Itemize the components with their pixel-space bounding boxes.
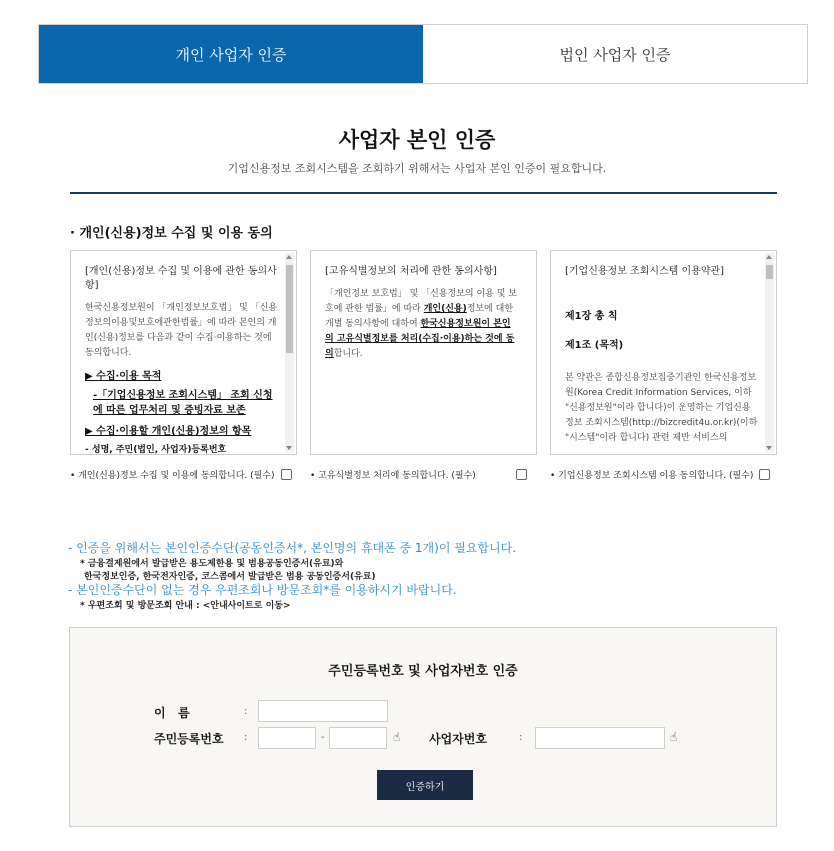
agree-label: • 개인(신용)정보 수집 및 이용에 동의합니다. (필수) [70, 471, 275, 481]
terms-article: 제1조 (목적) [565, 340, 624, 351]
biz-number-input[interactable] [535, 727, 665, 749]
terms-heading: [개인(신용)정보 수집 및 이용에 관한 동의사항] [85, 266, 277, 291]
colon: : [244, 706, 248, 717]
biz-number-label: 사업자번호 [429, 732, 487, 746]
terms-paragraph: 본 약관은 종합신용정보집중기관인 한국신용정보원(Korea Credit Information Services, 이하 "신용정보원"이라 합니다)이 운영하는 기업신용정보 조회시스템(http://bizcredit4u.or.kr)(이하 "시스템"이라 합니다) 관련 제반 서비스의 [565, 373, 758, 443]
tab-individual-business[interactable]: 개인 사업자 인증 [39, 25, 423, 83]
scrollbar[interactable] [285, 253, 294, 452]
scroll-up-icon[interactable] [286, 255, 292, 259]
hand-pointer-icon[interactable]: ☝ [393, 730, 401, 744]
page-title: 사업자 본인 인증 [338, 128, 496, 152]
terms-heading: [고유식별정보의 처리에 관한 동의사항] [325, 266, 497, 277]
terms-box-service-terms[interactable] [550, 250, 777, 455]
agree-personal-info-checkbox[interactable] [281, 469, 292, 480]
terms-chapter: 제1장 총 칙 [565, 311, 618, 322]
auth-panel [69, 627, 777, 827]
consent-section-title: · 개인(신용)정보 수집 및 이용 동의 [70, 226, 273, 241]
agree-service-terms-checkbox[interactable] [759, 469, 770, 480]
terms-paragraph: 「개인정보 보호법」 및 「신용정보의 이용 및 보호에 관한 법률」에 따라 개인(신용)정보에 대한 개별 동의사항에 대하여 한국신용정보원이 본인의 고유식별정보를 처리(수집·이용)하는 것에 동의합니다. [325, 289, 517, 359]
auth-panel-title: 주민등록번호 및 사업자번호 인증 [328, 664, 518, 679]
colon: : [244, 732, 248, 743]
rrn-label: 주민등록번호 [154, 732, 224, 746]
scroll-thumb[interactable] [286, 265, 293, 353]
rrn-back-input[interactable] [329, 727, 387, 749]
scroll-down-icon[interactable] [286, 446, 292, 450]
terms-paragraph: 한국신용정보원이 「개인정보보호법」 및 「신용정보의이용및보호에관한법률」에 따라 본인의 개인(신용)정보를 다음과 같이 수집·이용하는 것에 동의합니다. [85, 303, 278, 358]
notice-cert-info: 한국정보인증, 한국전자인증, 코스콤에서 발급받은 범용 공동인증서(유료) [84, 572, 376, 582]
agree-service-terms-row [550, 468, 770, 481]
terms-box-personal-info[interactable] [70, 250, 297, 455]
terms-section-heading: ▶ 수집·이용 목적 [85, 371, 162, 382]
title-divider [70, 192, 777, 194]
tab-corporate-business[interactable]: 법인 사업자 인증 [423, 25, 807, 83]
notice-guide-link[interactable]: * 우편조회 및 방문조회 안내 : <안내사이트로 이동> [80, 601, 291, 611]
terms-heading: [기업신용정보 조회시스템 이용약관] [565, 266, 725, 277]
scrollbar[interactable] [765, 253, 774, 452]
rrn-dash: - [321, 732, 325, 743]
page-subtitle: 기업신용정보 조회시스템을 조회하기 위해서는 사업자 본인 인증이 필요합니다. [227, 162, 607, 175]
notice-cert-info: * 금융결제원에서 발급받은 용도제한용 및 범용공동인증서(유료)와 [80, 559, 344, 569]
terms-section-heading: ▶ 수집·이용할 개인(신용)정보의 항목 [85, 426, 252, 437]
colon: : [519, 732, 523, 743]
agree-label: • 고유식별정보 처리에 동의합니다. (필수) [310, 471, 476, 481]
name-input[interactable] [258, 700, 388, 722]
terms-section-item: - 성명, 주민(법인, 사업자)등록번호 [85, 445, 227, 455]
auth-type-tabs [38, 24, 808, 84]
scroll-up-icon[interactable] [766, 255, 772, 259]
rrn-front-input[interactable] [258, 727, 316, 749]
terms-box-unique-id[interactable] [310, 250, 537, 455]
agree-unique-id-row [310, 468, 527, 481]
name-label: 이 름 [154, 706, 190, 720]
scroll-down-icon[interactable] [766, 446, 772, 450]
agree-unique-id-checkbox[interactable] [516, 469, 527, 480]
hand-pointer-icon[interactable]: ☝ [670, 730, 678, 744]
agree-label: • 기업신용정보 조회시스템 이용 동의합니다. (필수) [550, 471, 754, 481]
notice-alternative: - 본인인증수단이 없는 경우 우편조회나 방문조회*를 이용하시기 바랍니다. [68, 583, 457, 597]
verify-button[interactable]: 인증하기 [377, 770, 473, 800]
notice-auth-required: - 인증을 위해서는 본인인증수단(공동인증서*, 본인명의 휴대폰 중 1개)이 필요합니다. [68, 541, 517, 555]
scroll-thumb[interactable] [766, 265, 773, 279]
terms-section-item: -「기업신용정보 조회시스템」 조회 신청에 따른 업무처리 및 증빙자료 보존 [93, 390, 273, 416]
agree-personal-info-row [70, 468, 292, 481]
